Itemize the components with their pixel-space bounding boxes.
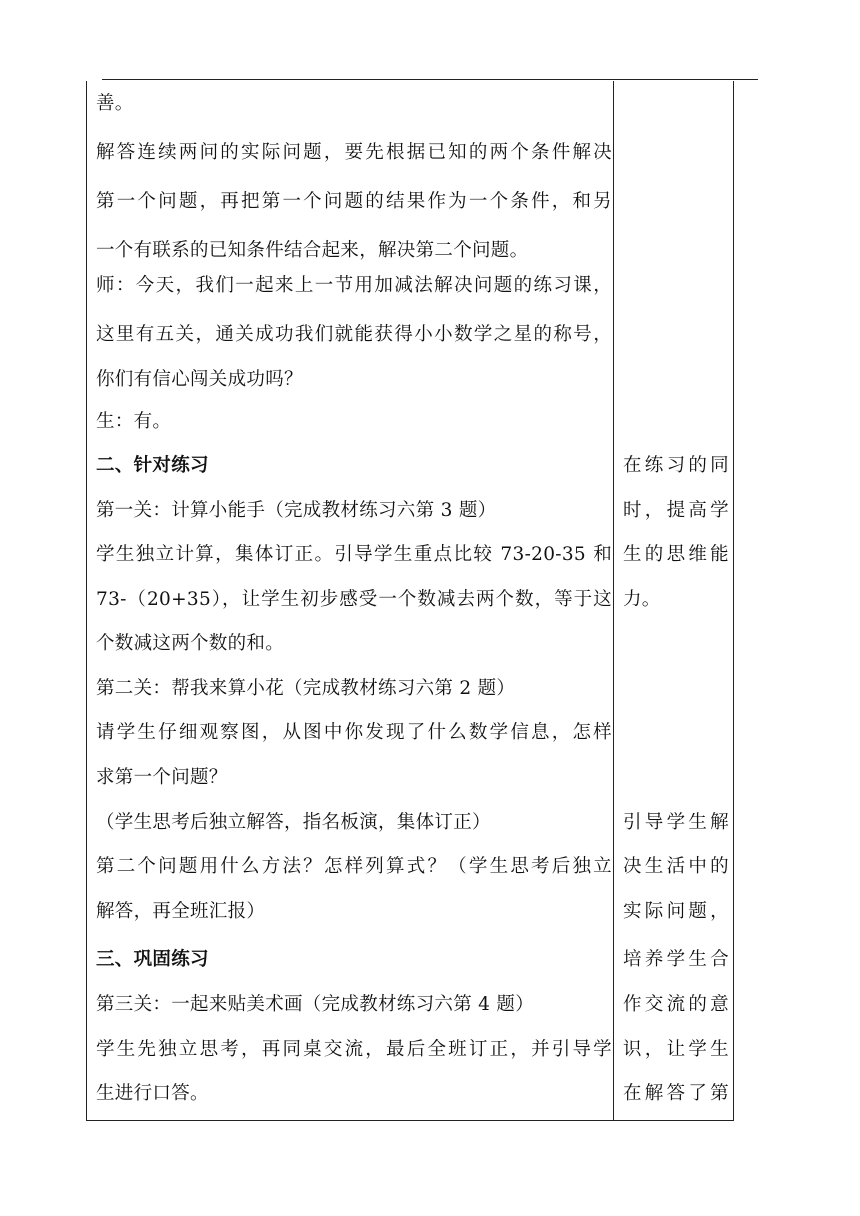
paragraph-line: 解答连续两问的实际问题，要先根据已知的两个条件解决	[96, 142, 612, 163]
side-note-line: 引导学生解	[623, 812, 729, 833]
side-note-line: 实际问题，	[623, 901, 729, 922]
paragraph-line: 请学生仔细观察图，从图中你发现了什么数学信息，怎样	[96, 722, 612, 743]
side-note-line: 培养学生合	[623, 949, 729, 970]
paragraph-line: 解答，再全班汇报）	[96, 901, 266, 922]
side-note-line: 作交流的意	[623, 994, 729, 1015]
paragraph-line: 求第一个问题？	[96, 767, 228, 788]
paragraph-line: 第二关：帮我来算小花（完成教材练习六第 2 题）	[96, 678, 516, 699]
section-heading: 二、针对练习	[96, 455, 209, 476]
paragraph-line: （学生思考后独立解答，指名板演，集体订正）	[96, 812, 491, 833]
paragraph-line: 第一关：计算小能手（完成教材练习六第 3 题）	[96, 500, 497, 521]
column-divider	[613, 81, 614, 1120]
paragraph-line: 第一个问题，再把第一个问题的结果作为一个条件，和另	[96, 191, 612, 212]
paragraph-line: 第三关：一起来贴美术画（完成教材练习六第 4 题）	[96, 994, 535, 1015]
paragraph-line: 这里有五关，通关成功我们就能获得小小数学之星的称号，	[96, 324, 612, 345]
paragraph-line: 生进行口答。	[96, 1083, 209, 1104]
paragraph-line: 学生独立计算，集体订正。引导学生重点比较 73-20-35 和	[96, 544, 612, 565]
lesson-plan-table	[86, 81, 734, 1121]
paragraph-line: 第二个问题用什么方法？怎样列算式？（学生思考后独立	[96, 856, 612, 877]
side-note-line: 在练习的同	[623, 455, 729, 476]
section-heading: 三、巩固练习	[96, 949, 209, 970]
side-note-line: 力。	[623, 589, 661, 610]
side-note-line: 识，让学生	[623, 1039, 729, 1060]
paragraph-line: 你们有信心闯关成功吗？	[96, 369, 303, 390]
paragraph-line: 73-（20+35），让学生初步感受一个数减去两个数，等于这	[96, 589, 612, 610]
paragraph-line: 个数减这两个数的和。	[96, 633, 285, 654]
side-note-line: 在解答了第	[623, 1083, 729, 1104]
paragraph-line: 一个有联系的已知条件结合起来，解决第二个问题。	[96, 240, 529, 261]
paragraph-line: 师：今天，我们一起来上一节用加减法解决问题的练习课，	[96, 275, 612, 296]
paragraph-line: 生：有。	[96, 411, 172, 432]
side-note-line: 时，提高学	[623, 500, 729, 521]
paragraph-line: 学生先独立思考，再同桌交流，最后全班订正，并引导学	[96, 1039, 612, 1060]
side-note-line: 决生活中的	[623, 856, 729, 877]
side-note-line: 生的思维能	[623, 544, 729, 565]
header-rule	[102, 79, 758, 80]
paragraph-line: 善。	[96, 93, 134, 114]
